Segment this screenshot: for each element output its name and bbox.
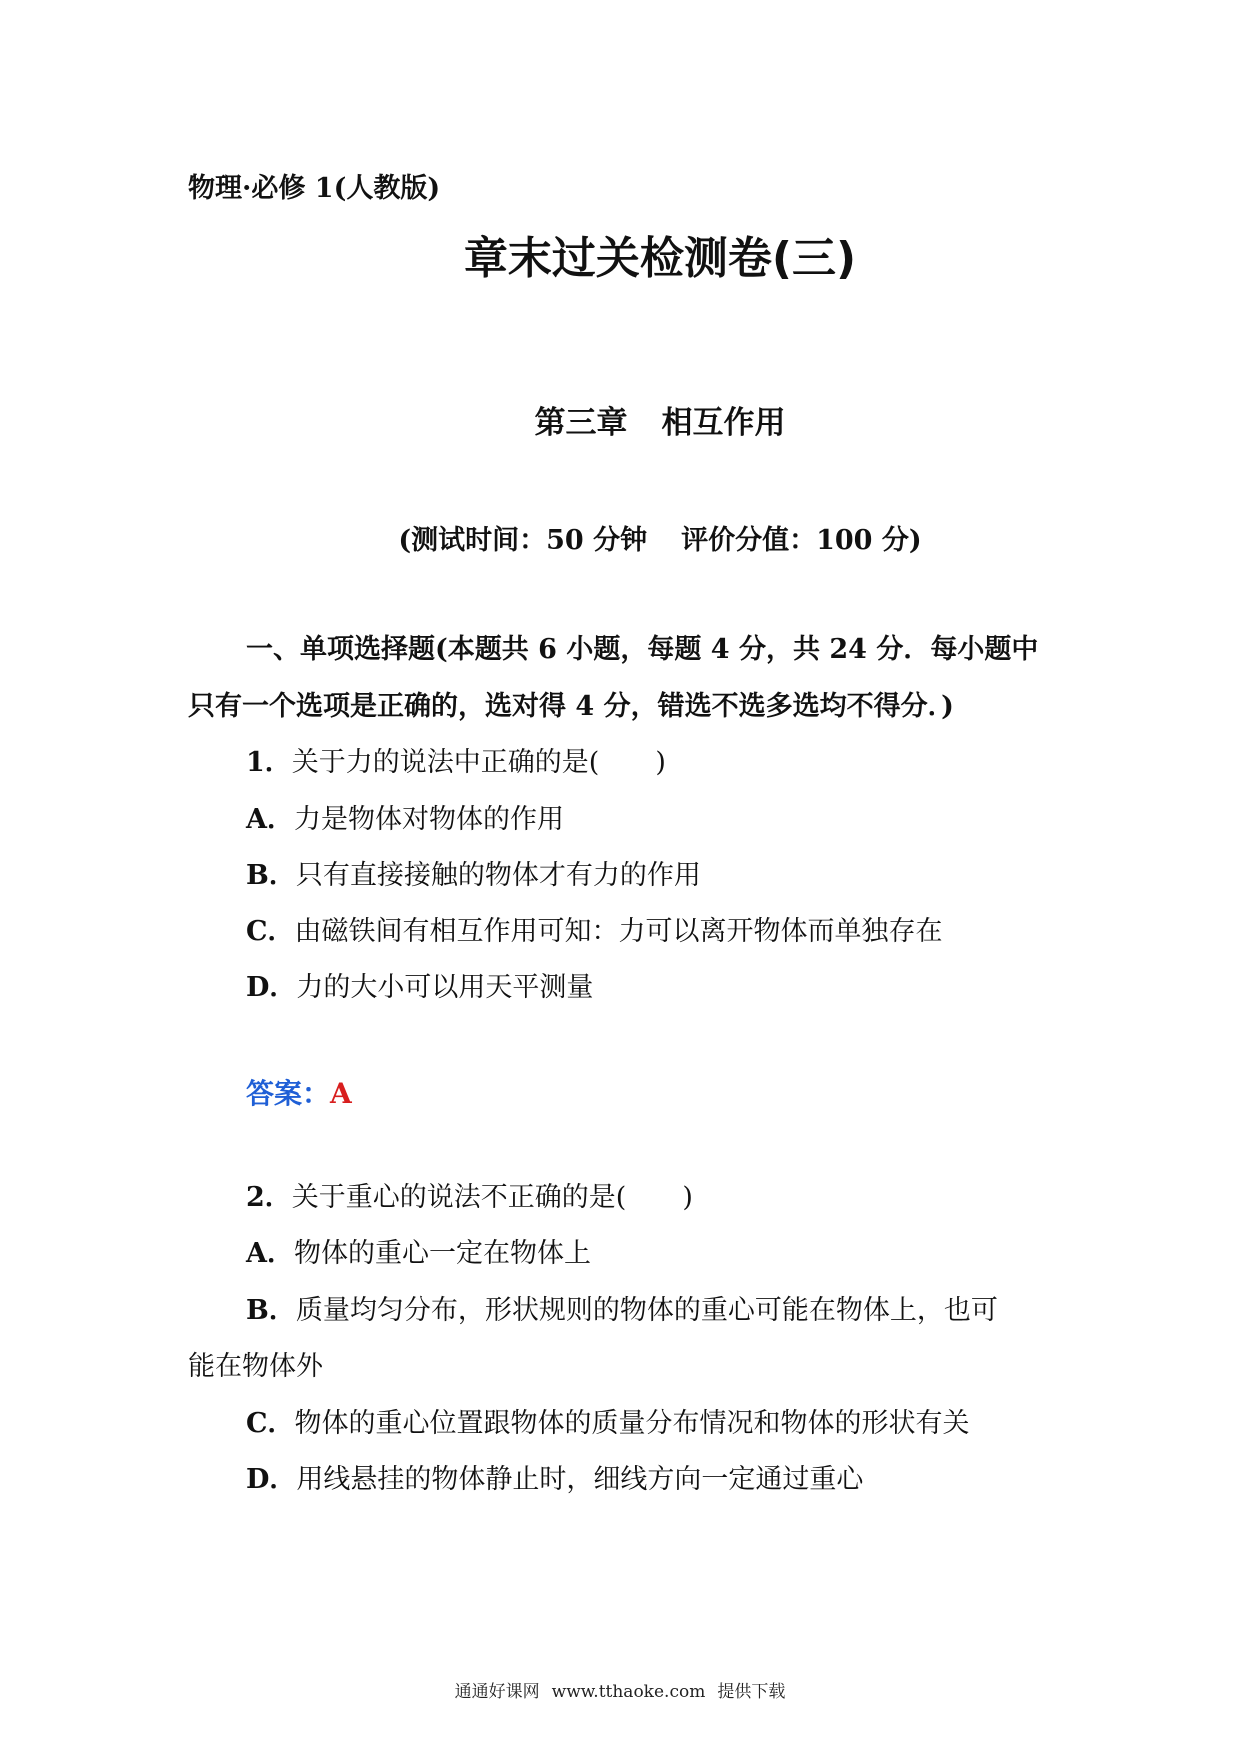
option-label: B． <box>246 860 296 891</box>
option-text: 由磁铁间有相互作用可知：力可以离开物体而单独存在 <box>294 916 943 947</box>
option-text: 物体的重心位置跟物体的质量分布情况和物体的形状有关 <box>294 1408 970 1439</box>
question-text: 关于重心的说法不正确的是( <box>291 1182 627 1213</box>
option-c <box>246 1401 970 1440</box>
option-b <box>246 1288 998 1327</box>
footer-suffix: 提供下载 <box>717 1682 786 1702</box>
section-heading: 一、单项选择题(本题共 6 小题，每题 4 分，共 24 分．每小题中 <box>246 634 1039 665</box>
document-header: 物理·必修 1(人教版) <box>188 173 441 204</box>
option-label: C． <box>246 916 295 947</box>
question-text: 关于力的说法中正确的是( <box>291 747 600 778</box>
question-number: 1． <box>246 747 292 778</box>
question-paren-end: ) <box>682 1182 693 1213</box>
footer-url[interactable]: www.tthaoke.com <box>551 1682 706 1702</box>
option-d <box>246 965 593 1004</box>
page-footer <box>0 1677 1240 1702</box>
option-label: C． <box>246 1408 295 1439</box>
option-label: A． <box>246 1238 294 1269</box>
option-label: D． <box>246 1464 297 1495</box>
chapter-number: 第三章 <box>534 405 628 441</box>
chapter-heading <box>0 397 1240 442</box>
footer-site-name: 通通好课网 <box>454 1682 540 1702</box>
chapter-name: 相互作用 <box>661 405 786 441</box>
page-title: 章末过关检测卷(三) <box>463 233 857 284</box>
option-b-cont: 能在物体外 <box>188 1351 323 1382</box>
test-meta <box>0 518 1240 557</box>
option-label: A． <box>246 804 294 835</box>
test-score: 评价分值：100 分) <box>681 525 922 556</box>
option-text: 物体的重心一定在物体上 <box>293 1238 591 1269</box>
option-label: B． <box>246 1295 296 1326</box>
test-time: (测试时间：50 分钟 <box>398 525 648 556</box>
option-b <box>246 853 701 892</box>
question-1-stem <box>246 740 666 779</box>
option-text: 力是物体对物体的作用 <box>293 804 564 835</box>
answer-line <box>246 1072 352 1112</box>
option-c <box>246 909 943 948</box>
section-heading-cont: 只有一个选项是正确的，选对得 4 分，错选不选多选均不得分．) <box>188 691 954 722</box>
option-text: 力的大小可以用天平测量 <box>296 972 594 1003</box>
answer-value: A <box>330 1077 352 1110</box>
question-2-stem <box>246 1175 693 1214</box>
option-text: 用线悬挂的物体静止时，细线方向一定通过重心 <box>296 1464 864 1495</box>
option-label: D． <box>246 972 297 1003</box>
option-text: 质量均匀分布，形状规则的物体的重心可能在物体上，也可 <box>295 1295 998 1326</box>
answer-label: 答案： <box>246 1077 331 1110</box>
option-a <box>246 797 564 836</box>
option-a <box>246 1231 591 1270</box>
option-d <box>246 1457 863 1496</box>
question-paren-end: ) <box>655 747 666 778</box>
option-text: 只有直接接触的物体才有力的作用 <box>295 860 701 891</box>
question-number: 2． <box>246 1182 292 1213</box>
